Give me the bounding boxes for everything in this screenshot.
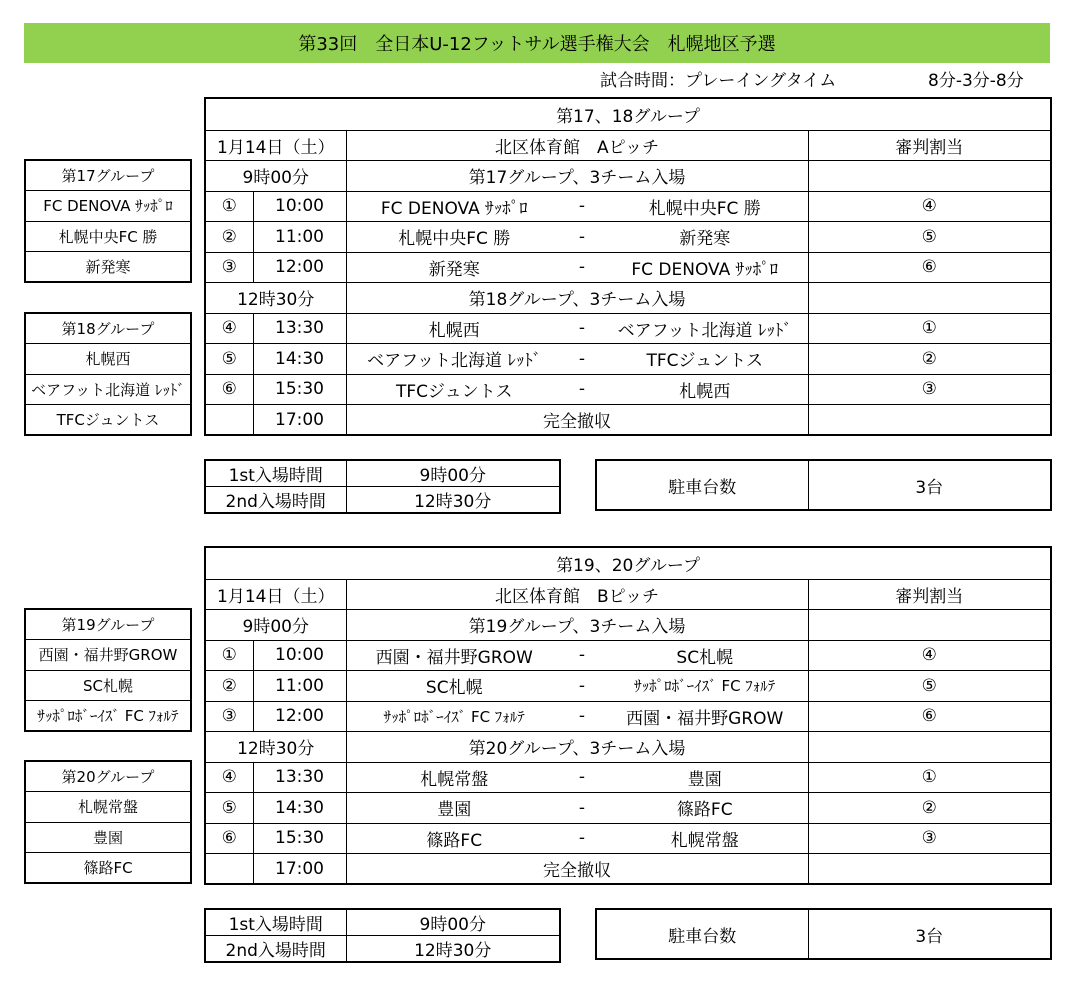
group-17-teams [24,159,192,283]
referee-header: 審判割当 [808,579,1051,610]
match-number: ⑥ [205,823,253,854]
group-18-teams [24,312,192,436]
team-name: 札幌中央FC 勝 [25,221,191,252]
entry-note: 第20グループ、3チーム入場 [346,732,808,763]
home-team: ベアフット北海道 ﾚｯﾄﾞ [346,344,562,375]
versus-separator: - [562,762,602,793]
match-date: 1月14日（土） [205,579,346,610]
home-team: ｻｯﾎﾟﾛﾎﾞｰｲｽﾞ FC ﾌｫﾙﾃ [346,701,562,732]
entry-note: 第17グループ、3チーム入場 [346,161,808,192]
match-number: ⑤ [205,344,253,375]
referee-assignment: ① [808,313,1051,344]
team-name: 新発寒 [25,252,191,283]
parking-label: 駐車台数 [596,909,808,959]
match-number: ④ [205,762,253,793]
home-team: 篠路FC [346,823,562,854]
match-time: 13:30 [253,313,346,344]
versus-separator: - [562,191,602,222]
entry-note: 第19グループ、3チーム入場 [346,610,808,641]
away-team: 豊園 [602,762,808,793]
away-team: 篠路FC [602,793,808,824]
versus-separator: - [562,793,602,824]
team-name: 札幌常盤 [25,792,191,823]
schedule-table-17-18 [204,97,1052,436]
away-team: 新発寒 [602,222,808,253]
entry-time: 12時30分 [205,732,346,763]
away-team: ベアフット北海道 ﾚｯﾄﾞ [602,313,808,344]
section-heading: 第19、20グループ [205,547,1051,579]
team-name: ベアフット北海道 ﾚｯﾄﾞ [25,374,191,405]
entry-value: 12時30分 [346,936,560,963]
entry-label: 1st入場時間 [205,460,346,487]
match-time: 10:00 [253,191,346,222]
match-number: ② [205,671,253,702]
referee-assignment: ⑤ [808,671,1051,702]
play-time-value: 8分-3分-8分 [928,71,1024,91]
group-title: 第19グループ [25,609,191,640]
match-row [205,313,1051,344]
team-name: 札幌西 [25,344,191,375]
referee-cell [808,732,1051,763]
home-team: 札幌常盤 [346,762,562,793]
team-name: 西園・福井野GROW [25,640,191,671]
match-number: ⑥ [205,374,253,405]
match-row [205,222,1051,253]
versus-separator: - [562,313,602,344]
entry-times-table [204,908,561,963]
referee-assignment: ① [808,762,1051,793]
entry-time: 9時00分 [205,610,346,641]
referee-header: 審判割当 [808,130,1051,161]
referee-cell [808,283,1051,314]
play-time-label: 試合時間：プレーイングタイム [600,71,837,91]
home-team: 札幌西 [346,313,562,344]
team-name: 豊園 [25,822,191,853]
referee-assignment: ② [808,793,1051,824]
closing-time: 17:00 [253,405,346,436]
home-team: 豊園 [346,793,562,824]
entry-label: 2nd入場時間 [205,487,346,514]
venue: 北区体育館 Aピッチ [346,130,808,161]
home-team: 西園・福井野GROW [346,640,562,671]
group-title: 第18グループ [25,313,191,344]
empty-cell [205,854,253,885]
referee-assignment: ⑥ [808,701,1051,732]
team-name: TFCジュントス [25,405,191,436]
referee-assignment: ⑤ [808,222,1051,253]
versus-separator: - [562,701,602,732]
home-team: 新発寒 [346,252,562,283]
entry-times-table [204,459,561,514]
empty-cell [205,405,253,436]
venue: 北区体育館 Bピッチ [346,579,808,610]
away-team: ｻｯﾎﾟﾛﾎﾞｰｲｽﾞ FC ﾌｫﾙﾃ [602,671,808,702]
match-row [205,344,1051,375]
match-row [205,252,1051,283]
referee-assignment: ④ [808,191,1051,222]
entry-label: 1st入場時間 [205,909,346,936]
match-number: ⑤ [205,793,253,824]
home-team: FC DENOVA ｻｯﾎﾟﾛ [346,191,562,222]
versus-separator: - [562,344,602,375]
entry-label: 2nd入場時間 [205,936,346,963]
referee-assignment: ⑥ [808,252,1051,283]
match-number: ① [205,191,253,222]
versus-separator: - [562,640,602,671]
closing-label: 完全撤収 [346,854,808,885]
entry-value: 9時00分 [346,909,560,936]
match-time: 14:30 [253,344,346,375]
match-row [205,762,1051,793]
team-name: ｻｯﾎﾟﾛﾎﾞｰｲｽﾞ FC ﾌｫﾙﾃ [25,701,191,732]
entry-note: 第18グループ、3チーム入場 [346,283,808,314]
away-team: 札幌常盤 [602,823,808,854]
match-row [205,374,1051,405]
parking-value: 3台 [808,909,1051,959]
entry-time: 12時30分 [205,283,346,314]
section-heading: 第17、18グループ [205,98,1051,130]
group-19-teams [24,608,192,732]
match-time: 14:30 [253,793,346,824]
match-row [205,793,1051,824]
match-time: 11:00 [253,671,346,702]
match-time: 15:30 [253,374,346,405]
versus-separator: - [562,374,602,405]
away-team: TFCジュントス [602,344,808,375]
schedule-table-19-20 [204,546,1052,885]
match-time: 11:00 [253,222,346,253]
referee-cell [808,854,1051,885]
home-team: TFCジュントス [346,374,562,405]
home-team: SC札幌 [346,671,562,702]
parking-value: 3台 [808,460,1051,510]
match-time: 10:00 [253,640,346,671]
referee-cell [808,161,1051,192]
away-team: 札幌西 [602,374,808,405]
match-number: ④ [205,313,253,344]
away-team: SC札幌 [602,640,808,671]
match-row [205,671,1051,702]
away-team: 西園・福井野GROW [602,701,808,732]
match-row [205,640,1051,671]
team-name: 篠路FC [25,853,191,884]
team-name: FC DENOVA ｻｯﾎﾟﾛ [25,191,191,222]
match-time: 12:00 [253,701,346,732]
group-title: 第20グループ [25,761,191,792]
match-row [205,191,1051,222]
away-team: FC DENOVA ｻｯﾎﾟﾛ [602,252,808,283]
match-number: ① [205,640,253,671]
closing-time: 17:00 [253,854,346,885]
match-time: 12:00 [253,252,346,283]
referee-assignment: ③ [808,823,1051,854]
versus-separator: - [562,252,602,283]
match-number: ③ [205,701,253,732]
team-name: SC札幌 [25,670,191,701]
match-number: ③ [205,252,253,283]
entry-time: 9時00分 [205,161,346,192]
match-time: 13:30 [253,762,346,793]
match-row [205,823,1051,854]
versus-separator: - [562,222,602,253]
home-team: 札幌中央FC 勝 [346,222,562,253]
parking-table [595,908,1052,960]
away-team: 札幌中央FC 勝 [602,191,808,222]
versus-separator: - [562,671,602,702]
match-number: ② [205,222,253,253]
page-title: 第33回 全日本U-12フットサル選手権大会 札幌地区予選 [24,23,1050,63]
referee-assignment: ③ [808,374,1051,405]
parking-table [595,459,1052,511]
parking-label: 駐車台数 [596,460,808,510]
entry-value: 9時00分 [346,460,560,487]
closing-label: 完全撤収 [346,405,808,436]
referee-cell [808,610,1051,641]
group-20-teams [24,760,192,884]
match-date: 1月14日（土） [205,130,346,161]
group-title: 第17グループ [25,160,191,191]
match-time: 15:30 [253,823,346,854]
referee-assignment: ② [808,344,1051,375]
referee-cell [808,405,1051,436]
versus-separator: - [562,823,602,854]
entry-value: 12時30分 [346,487,560,514]
match-row [205,701,1051,732]
referee-assignment: ④ [808,640,1051,671]
